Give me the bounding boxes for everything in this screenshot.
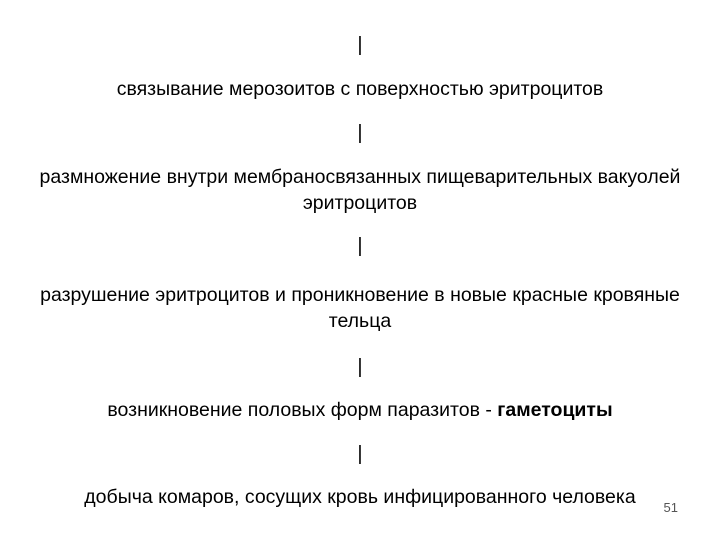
step-4-line [10,397,710,423]
flow-separator: | [357,235,363,257]
flow-separator: | [357,356,363,378]
step-3-text: разрушение эритроцитов и проникновение в новые красные кровяные тельца [40,284,680,332]
step-4-text: возникновение половых форм паразитов - [107,399,498,421]
flow-separator: | [357,122,363,144]
page-number: 51 [663,500,678,515]
flow-separator: | [357,34,363,56]
step-5-text: добыча комаров, сосущих кровь инфицированного человека [84,486,636,508]
step-4-emphasis: гаметоциты [497,399,613,421]
step-2-text: размножение внутри мембраносвязанных пищеварительных вакуолей эритроцитов [39,166,681,214]
flow-separator: | [357,443,363,465]
step-1-text: связывание мерозоитов с поверхностью эритроцитов [116,78,604,100]
